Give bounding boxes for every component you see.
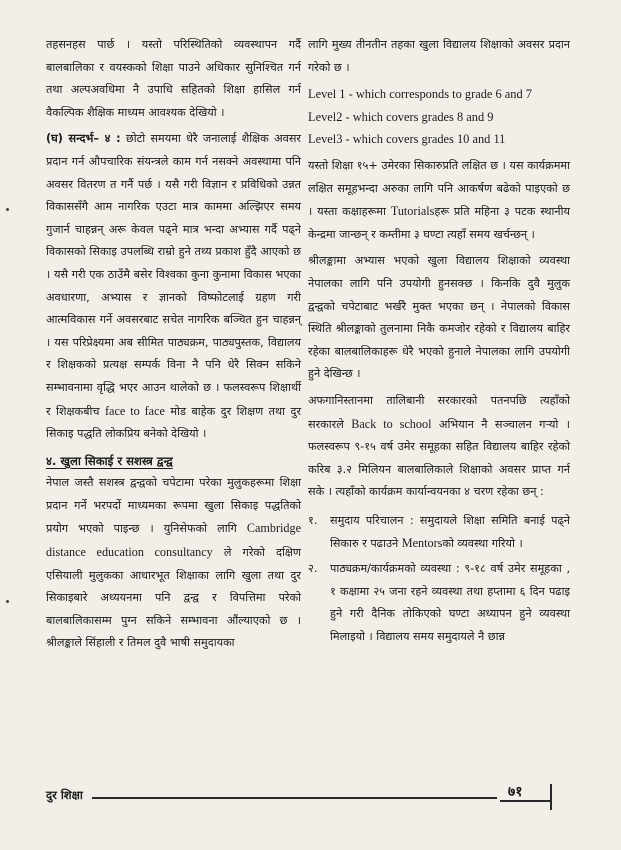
face-to-face-term: face to face — [104, 403, 165, 418]
target-text-a: यस्तो शिक्षा १५+ उमेरका सिकारुप्रति लक्षित छ । यस कार्यक्रममा लक्षित समूहभन्दा अरुका लागि पनि आकर्षण बढेको पाइएको छ । यस्ता कक्षाहरूमा — [308, 158, 570, 219]
context-4-tail: मोड बाहेक दुर शिक्षण तथा दुर सिकाइ पद्धति लोकप्रिय बनेको देखियो । — [46, 404, 302, 441]
srilanka-paragraph: श्रीलङ्कामा अभ्यास भएको खुला विद्यालय शिक्षाको व्यवस्था नेपालका लागि पनि उपयोगी हुनसक्छ । किनकि दुवै मुलुक द्वन्द्वको चपेटाबाट भर्खरै मुक्त भएका छन् । नेपालको विकास स्थिति श्रीलङ्काको तुलनामा निकै कमजोर रहेको र विद्यालय बाहिर रहेका बालबालिकाहरू धेरै भएको हुनाले नेपालका लागि उपयोगी हुने देखिन्छ । — [308, 254, 570, 381]
section-4-text-b: ले गरेको दक्षिण एसियाली मुलुकका आधारभूत शिक्षाका लागि खुला तथा दुर सिकाइबारे अध्ययनमा पनि द्वन्द्व र विपत्तिमा परेको बालबालिकासम्म पुग्न सकिने सम्भावना औंल्याएको छ । श्रीलङ्काले सिंहाली र तिमल दुवै भाषी समुदायका — [46, 546, 301, 650]
right-column — [308, 34, 570, 650]
step-text-b: को व्यवस्था गरियो । — [442, 537, 523, 551]
target-paragraph — [308, 155, 570, 246]
page-number-frame-edge — [550, 784, 552, 810]
level-2: Level2 - which covers grades 8 and 9 — [308, 109, 494, 124]
tutorials-term: Tutorials — [390, 204, 435, 219]
program-steps-list — [308, 510, 570, 649]
left-column — [46, 34, 301, 655]
step-number: २. — [308, 562, 318, 576]
section-4-paragraph — [46, 472, 301, 655]
footer-rule — [92, 797, 497, 799]
afghan-text-a: अफगानिस्तानमा तालिबानी सरकारको पतनपछि त्यहाँको सरकारले — [308, 393, 570, 431]
context-4-paragraph — [46, 128, 301, 445]
afghan-text-b: अभियान नै सञ्चालन गऱ्यो । फलस्वरूप ९-१५ वर्ष उमेर समूहका सहित विद्यालय बाहिर रहेको करिब ३.२ मिलियन बालबालिकाले शिक्षाको अवसर प्राप्त गर्न सके । त्यहाँको कार्यक्रम कार्यान्वयनका ४ चरण रहेका छन् : — [308, 417, 571, 499]
publication-title: दुर शिक्षा — [46, 788, 83, 802]
page-footer — [0, 782, 621, 822]
intro-paragraph-right: लागि मुख्य तीनतीन तहका खुला विद्यालय शिक्षाको अवसर प्रदान गरेको छ । — [308, 38, 570, 74]
cambridge-term: Cambridge distance education consultancy — [46, 521, 301, 560]
back-to-school-term: Back to school — [351, 416, 432, 431]
context-4-label: (घ) सन्दर्भ– ४ : — [46, 132, 121, 146]
afghanistan-paragraph — [308, 390, 570, 504]
scan-mark — [6, 208, 9, 211]
page-number: ७१ — [508, 785, 523, 800]
step-text-a: पाठ्यक्रम/कार्यक्रमको व्यवस्था : ९-१८ वर्ष उमेर समूहका , १ कक्षामा २५ जना रहने व्यवस्था तथा हप्तामा ६ दिन पढाइ हुने गरी दैनिक तोकिएको घण्टा अध्यापन हुने व्यवस्था मिलाइयो । विद्यालय समय समुदायले नै छान्न — [330, 562, 570, 643]
mentors-term: Mentors — [401, 536, 443, 551]
page-number-frame — [500, 800, 552, 802]
intro-paragraph-left: तहसनहस पार्छ । यस्तो परिस्थितिको व्यवस्थापन गर्दै बालबालिका र वयस्कको शिक्षा पाउने अधिकार सुनिश्चित गर्न तथा अल्पअवधिमा नै उपाधि सहितको शिक्षा हासिल गर्न वैकल्पिक शैक्षिक माध्यम आवश्यक देखियो । — [46, 38, 301, 119]
context-4-text: छोटो समयमा धेरै जनालाई शैक्षिक अवसर प्रदान गर्न औपचारिक संयन्त्रले काम गर्न नसक्ने अवस्थामा पनि अवसर वितरण त गर्नै पर्छ । यसै गरी विज्ञान र प्रविधिको उन्नत विकाससँगै आम नागरिक एउटा मात्र काममा अल्झिएर समय गुजार्न चाहन्नन् अरू केवल पढ्ने मात्र भन्दा अभ्यास गर्दै पढ्ने विकासको सिकाइ उपलब्धि राम्रो हुने तथ्य प्रकाश हुँदै आएको छ । यसै गरी एक ठाउँमै बसेर विश्वका कुना कुनामा विकास भएका अवधारणा, अभ्यास र ज्ञानको विष्फोटलाई ग्रहण गरी आत्मविकास गर्ने अवसरबाट सचेत नागरिक बञ्चित हुन चाहन्नन् । यस परिप्रेक्ष्यमा अब सीमित पाठ्यक्रम, पाठ्यपुस्तक, विद्यालय र शिक्षकको प्रत्यक्ष सम्पर्क विना नै पनि धेरै सिक्न सकिने सम्भावनामा वृद्धि भएर आउन थालेको छ । फलस्वरूप शिक्षार्थी र शिक्षकबीच — [46, 132, 301, 418]
target-text-b: हरू प्रति महिना ३ पटक स्थानीय केन्द्रमा जान्छन् र कम्तीमा ३ घण्टा त्यहाँ समय खर्चन्छन् । — [308, 205, 570, 241]
section-4-text-a: नेपाल जस्तै सशस्त्र द्वन्द्वको चपेटामा परेका मुलुकहरूमा शिक्षा प्रदान गर्ने भरपर्दो माध्यमका रूपमा खुला सिकाइ पद्धतिको प्रयोग भएको पाइन्छ । युनिसेफको लागि — [46, 476, 301, 536]
list-item — [308, 558, 570, 648]
section-4-heading: ४. खुला सिकाई र सशस्त्र द्वन्द्व — [46, 453, 173, 468]
list-item — [308, 510, 570, 556]
levels-list — [308, 83, 570, 151]
level-3: Level3 - which covers grades 10 and 11 — [308, 132, 506, 147]
scan-mark — [6, 600, 9, 603]
step-text-a: समुदाय परिचालन : समुदायले शिक्षा समिति बनाई पढ्ने सिकारु र पढाउने — [330, 513, 570, 551]
step-number: १. — [308, 513, 318, 527]
level-1: Level 1 - which corresponds to grade 6 and 7 — [308, 87, 532, 102]
